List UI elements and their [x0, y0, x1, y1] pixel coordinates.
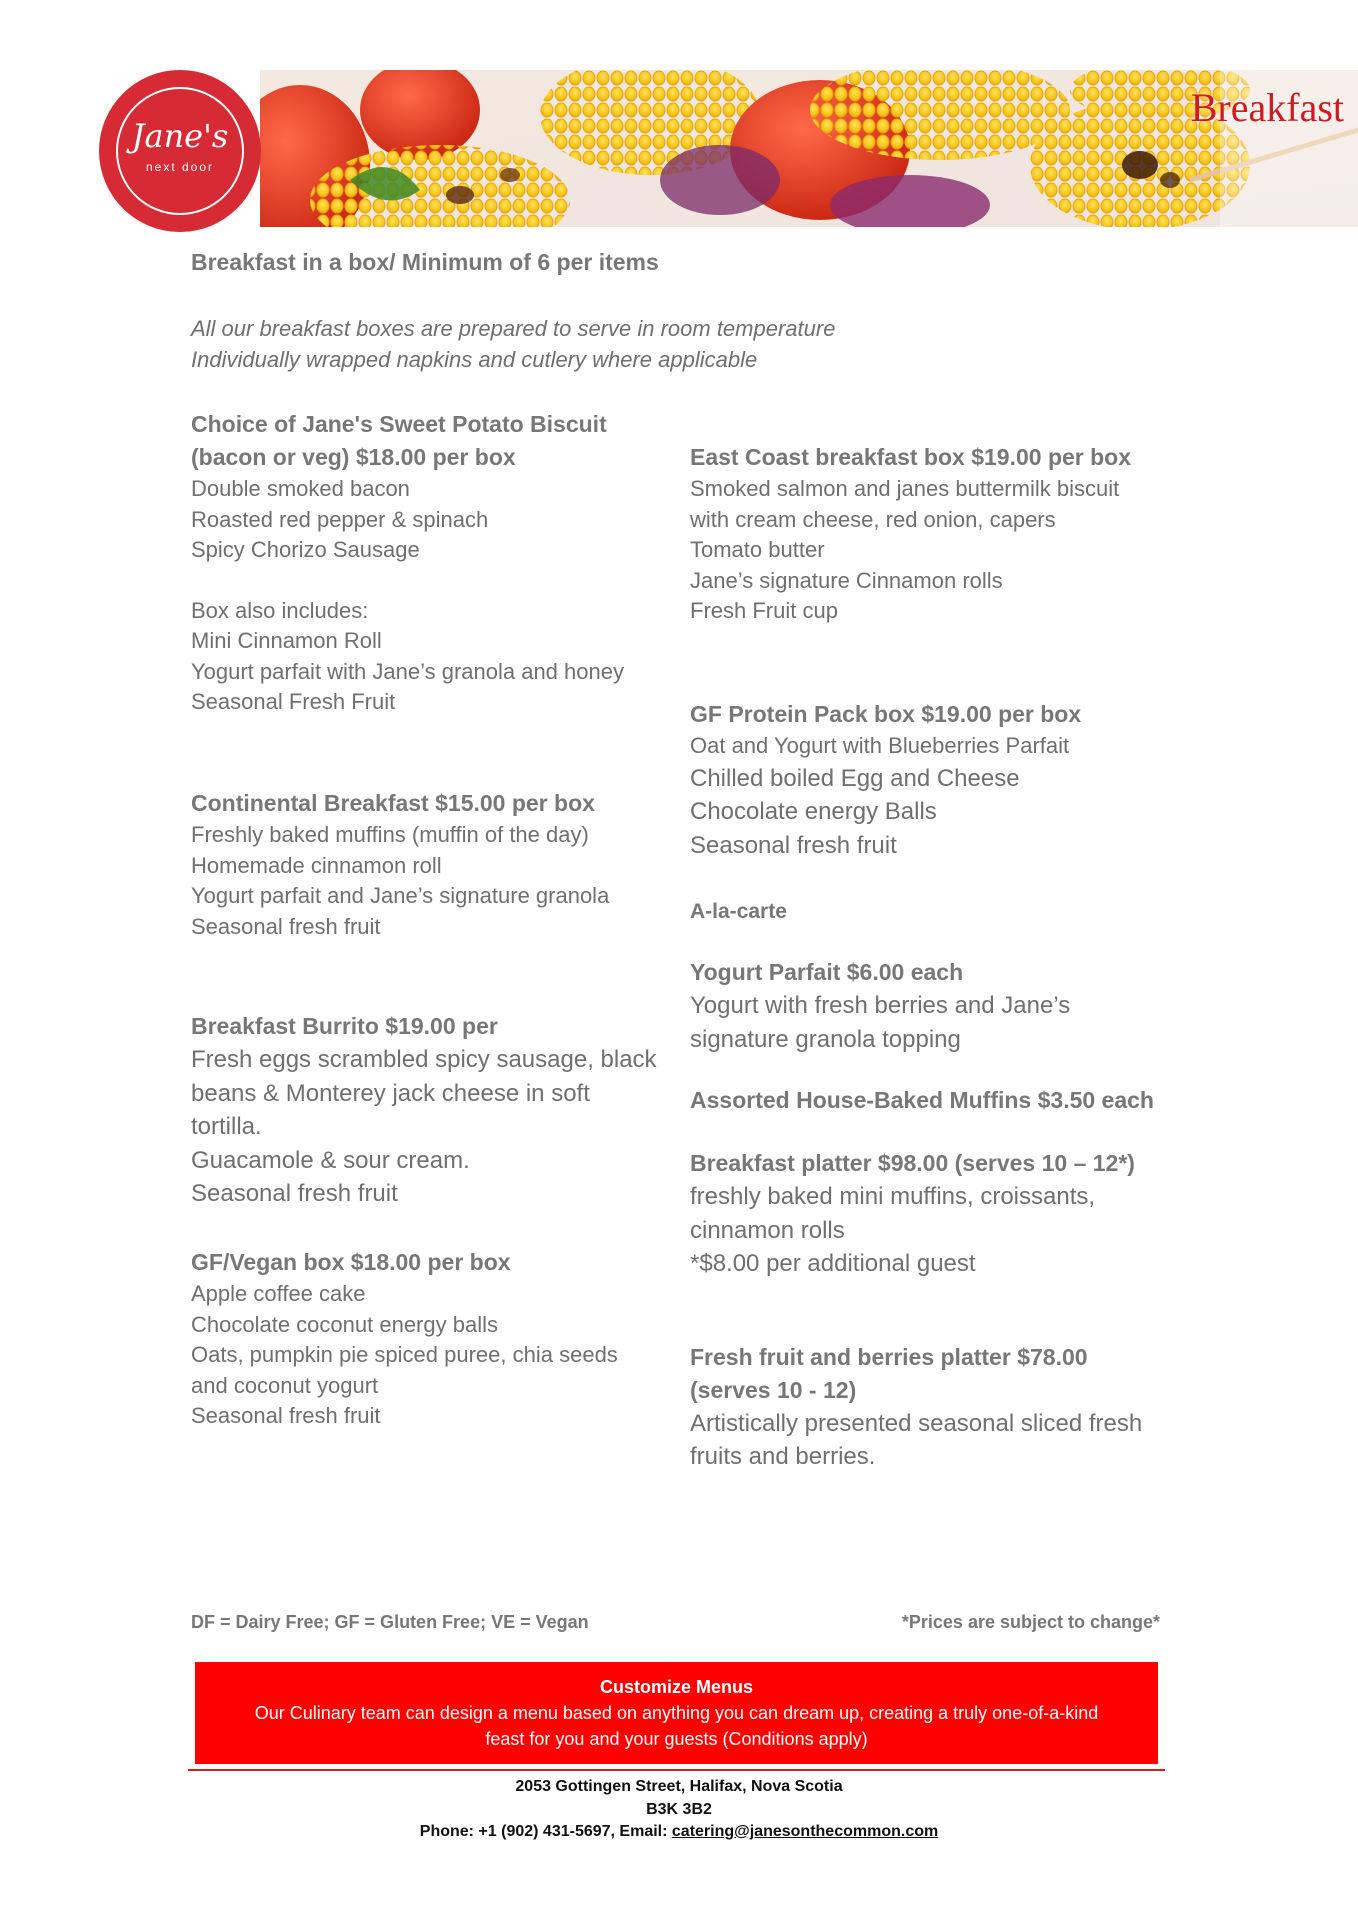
menu-item-line: freshly baked mini muffins, croissants, [690, 1183, 1096, 1210]
menu-item-line: Yogurt parfait and Jane’s signature granola [191, 883, 610, 908]
menu-item-line: Seasonal fresh fruit [191, 913, 381, 939]
menu-item-title: Fresh fruit and berries platter $78.00 [690, 1343, 1088, 1370]
menu-item-gf-protein-pack [690, 698, 1210, 862]
menu-item-line: Oat and Yogurt with Blueberries Parfait [690, 733, 1070, 758]
menu-item-sweet-potato-biscuit [191, 408, 681, 718]
intro-heading: Breakfast in a box/ Minimum of 6 per items [191, 249, 659, 275]
diet-legend: DF = Dairy Free; GF = Gluten Free; VE = Vegan [191, 1612, 589, 1632]
menu-item-line: Spicy Chorizo Sausage [191, 537, 420, 562]
menu-item-line: Homemade cinnamon roll [191, 852, 442, 878]
menu-item-line: Oats, pumpkin pie spiced puree, chia seeds [191, 1342, 618, 1367]
footer-divider [188, 1769, 1165, 1771]
menu-item-line: Artistically presented seasonal sliced fresh [690, 1409, 1143, 1437]
menu-item-line: Seasonal fresh fruit [191, 1180, 398, 1207]
alacarte-section [690, 895, 1210, 1474]
menu-item-east-coast-box [690, 441, 1210, 627]
menu-item-title: Yogurt Parfait $6.00 each [690, 959, 964, 985]
menu-item-line: Freshly baked muffins (muffin of the day) [191, 822, 589, 847]
menu-item-continental [191, 787, 681, 942]
logo-subtitle: next door [145, 160, 215, 174]
alacarte-label: A-la-carte [690, 900, 787, 923]
contact-phone: Phone: +1 (902) 431-5697, Email: [419, 1823, 672, 1840]
menu-item-title: East Coast breakfast box $19.00 per box [690, 444, 1132, 470]
janes-logo [99, 70, 261, 232]
menu-item-line: Chocolate coconut energy balls [191, 1311, 498, 1337]
menu-item-line: and coconut yogurt [191, 1372, 379, 1398]
customize-menus-title: Customize Menus [599, 1677, 754, 1697]
menu-item-line: tortilla. [191, 1113, 262, 1140]
intro-note: All our breakfast boxes are prepared to serve in room temperature [191, 316, 836, 341]
menu-item-gf-vegan-box [191, 1246, 681, 1432]
logo-name: Jane's [131, 117, 229, 155]
menu-item-line: Apple coffee cake [191, 1281, 366, 1306]
menu-item-line: *$8.00 per additional guest [690, 1250, 976, 1277]
address-line: 2053 Gottingen Street, Halifax, Nova Scotia [515, 1778, 843, 1795]
address-block [0, 1776, 1358, 1844]
menu-item-title: Choice of Jane's Sweet Potato Biscuit [191, 411, 607, 437]
menu-item-breakfast-burrito [191, 1010, 671, 1211]
menu-item-line: Roasted red pepper & spinach [191, 506, 489, 532]
menu-item-title: (serves 10 - 12) [690, 1376, 857, 1403]
menu-item-line: Seasonal fresh fruit [191, 1403, 381, 1428]
banner-title: Breakfast [1190, 85, 1344, 130]
customize-menus-box [195, 1662, 1158, 1764]
menu-item-title: Continental Breakfast $15.00 per box [191, 790, 595, 816]
menu-item-title: Breakfast platter $98.00 (serves 10 – 12*) [690, 1150, 1135, 1176]
contact-line [0, 1821, 1358, 1844]
price-disclaimer: *Prices are subject to change* [901, 1612, 1160, 1632]
menu-item-title: (bacon or veg) $18.00 per box [191, 444, 516, 470]
intro-note: Individually wrapped napkins and cutlery where applicable [191, 347, 758, 372]
intro-notes [191, 313, 1091, 375]
menu-item-line: Chilled boiled Egg and Cheese [690, 764, 1020, 792]
menu-item-title: GF/Vegan box $18.00 per box [191, 1249, 511, 1275]
menu-item-line: Jane’s signature Cinnamon rolls [690, 567, 1003, 593]
menu-item-line: Fresh eggs scrambled spicy sausage, black [191, 1046, 657, 1073]
menu-item-line: beans & Monterey jack cheese in soft [191, 1079, 590, 1107]
menu-item-line: Guacamole & sour cream. [191, 1146, 470, 1174]
menu-item-line: fruits and berries. [690, 1443, 876, 1470]
menu-item-line: Smoked salmon and janes buttermilk biscuit [690, 476, 1120, 501]
menu-item-line: Double smoked bacon [191, 476, 410, 501]
menu-item-title: Breakfast Burrito $19.00 per [191, 1013, 498, 1039]
menu-item-line: Yogurt parfait with Jane’s granola and honey [191, 658, 624, 684]
menu-item-line: Mini Cinnamon Roll [191, 628, 382, 653]
menu-item-title: GF Protein Pack box $19.00 per box [690, 701, 1082, 727]
header-banner-image [260, 70, 1358, 227]
menu-item-line: Chocolate energy Balls [690, 798, 937, 825]
menu-item-line: Seasonal Fresh Fruit [191, 689, 396, 714]
includes-label: Box also includes: [191, 597, 369, 623]
menu-item-title: Assorted House-Baked Muffins $3.50 each [690, 1087, 1154, 1113]
menu-item-line: with cream cheese, red onion, capers [690, 506, 1056, 532]
intro-section [191, 246, 1091, 279]
menu-item-line: cinnamon rolls [690, 1216, 845, 1244]
postal-code: B3K 3B2 [646, 1800, 712, 1818]
email-link[interactable]: catering@janesonthecommon.com [671, 1823, 939, 1840]
menu-item-line: Fresh Fruit cup [690, 598, 838, 623]
menu-item-line: Tomato butter [690, 537, 825, 562]
menu-item-line: signature granola topping [690, 1025, 961, 1053]
menu-item-line: Yogurt with fresh berries and Jane’s [690, 992, 1071, 1019]
menu-item-line: Seasonal fresh fruit [690, 831, 897, 859]
customize-menus-body: Our Culinary team can design a menu based on anything you can dream up, creating a truly one-of-a-kind feast for you and your guests (Conditions apply) [254, 1703, 1099, 1749]
